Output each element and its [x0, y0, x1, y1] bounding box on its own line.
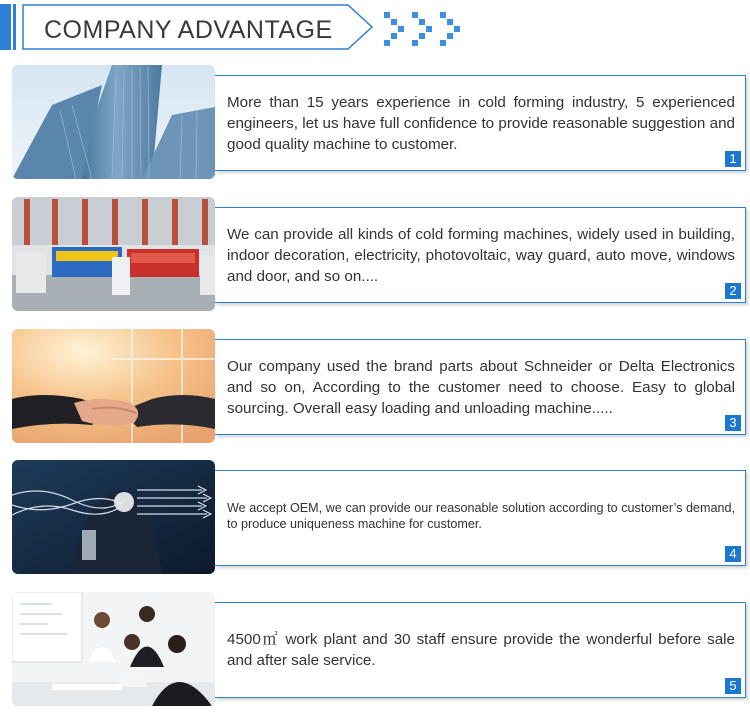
- advantage-text: We accept OEM, we can provide our reasonable solution according to customer’s demand, to produce uniqueness machine for customer.: [227, 501, 735, 531]
- advantage-row-1: [12, 65, 746, 181]
- advantage-text: Our company used the brand parts about Schneider or Delta Electronics and so on, According to the customer need to choose. Easy to global sourcing. Overall easy loading and unloading machine.....: [227, 358, 735, 417]
- advantage-card-1: [215, 75, 746, 171]
- number-badge: 4: [725, 546, 741, 562]
- advantage-card-3: [215, 339, 746, 435]
- number-badge: 5: [725, 678, 741, 694]
- page-title: COMPANY ADVANTAGE: [44, 16, 333, 44]
- advantage-card-5: [215, 602, 746, 698]
- roll-forming-machines-photo: [12, 197, 215, 311]
- advantage-text: More than 15 years experience in cold forming industry, 5 experienced engineers, let us have full confidence to provide reasonable suggestion and good quality machine to customer.: [227, 94, 735, 153]
- advantage-row-3: [12, 329, 746, 445]
- header-accent-bar: [0, 4, 11, 50]
- number-badge: 2: [725, 283, 741, 299]
- number-badge: 3: [725, 415, 741, 431]
- advantage-row-2: [12, 197, 746, 313]
- header-accent-stripe: [13, 4, 16, 50]
- header-title-box: [22, 4, 374, 50]
- businessman-lightbulb-photo: [12, 460, 215, 574]
- advantage-card-4: [215, 470, 746, 566]
- advantage-text: We can provide all kinds of cold forming machines, widely used in building, indoor decoration, electricity, photovoltaic, way guard, auto move, windows and door, and so on....: [227, 226, 735, 285]
- advantage-row-4: [12, 460, 746, 576]
- office-team-photo: [12, 592, 215, 706]
- advantage-card-2: [215, 207, 746, 303]
- advantage-row-5: [12, 592, 746, 708]
- handshake-photo: [12, 329, 215, 443]
- chevron-arrows-icon: [380, 10, 472, 52]
- advantage-text: 4500㎡ work plant and 30 staff ensure provide the wonderful before sale and after sale service.: [227, 631, 735, 669]
- skyscraper-photo: [12, 65, 215, 179]
- number-badge: 1: [725, 151, 741, 167]
